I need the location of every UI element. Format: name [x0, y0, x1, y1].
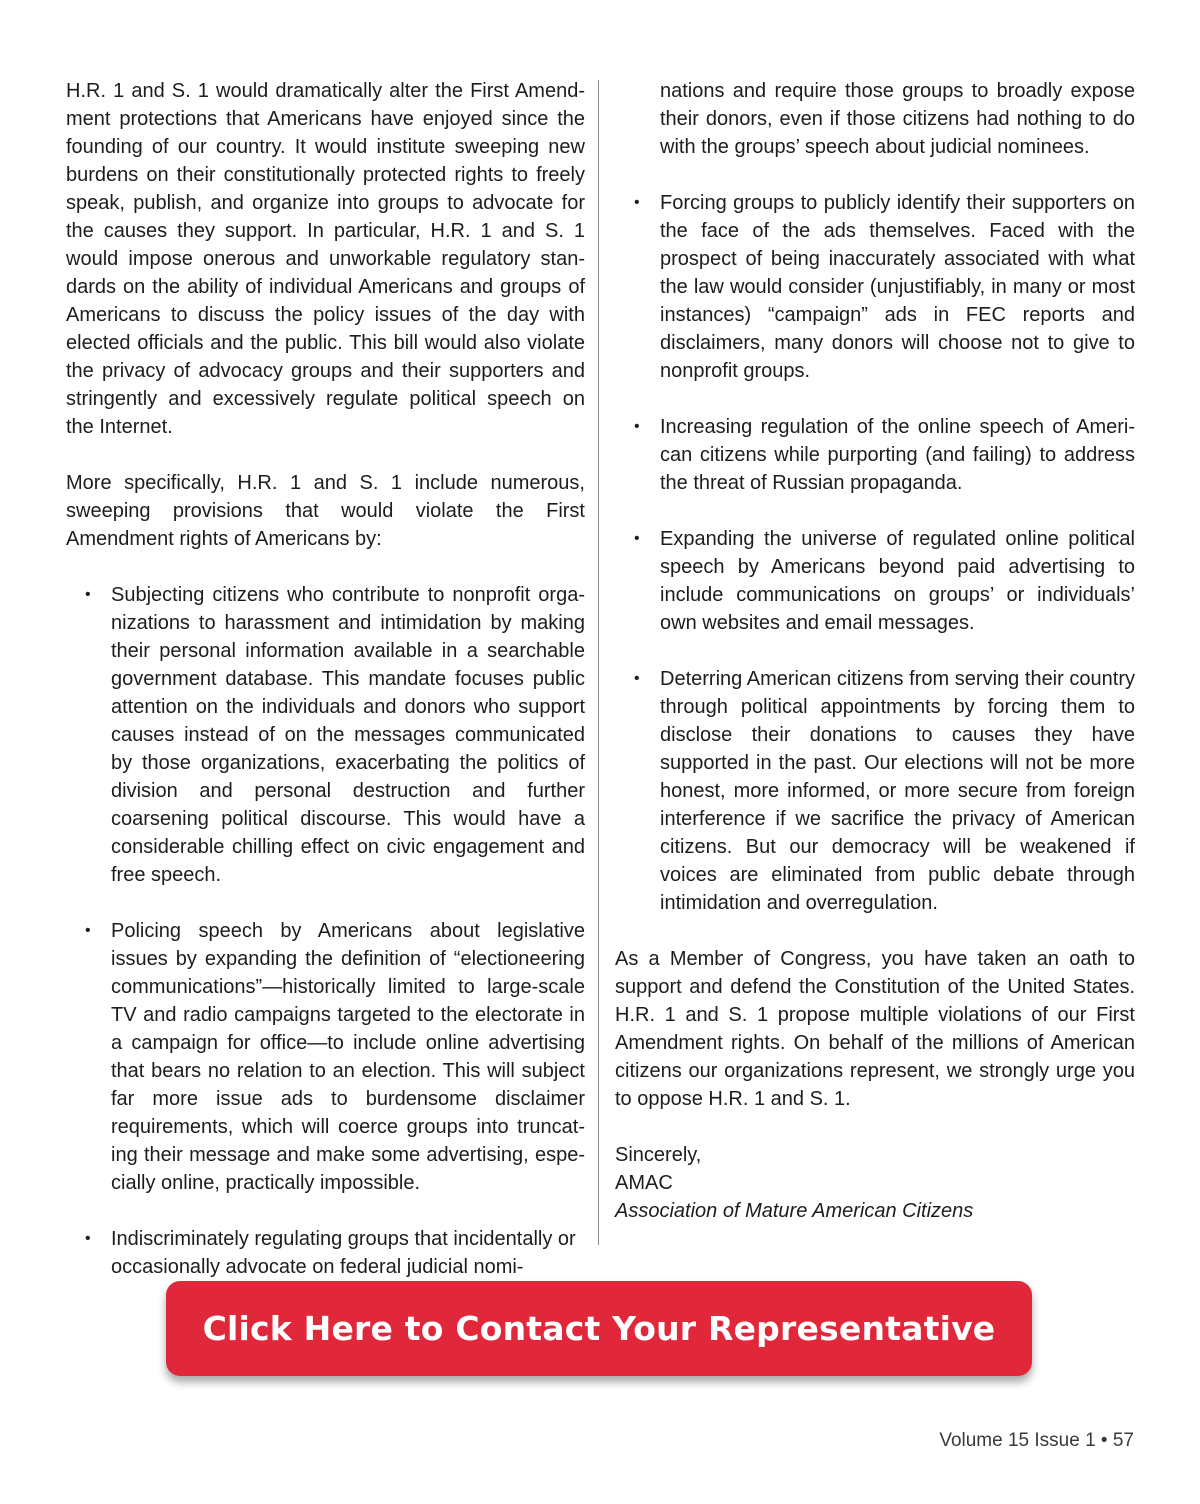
bullet-icon: • [634, 194, 640, 211]
signer-organization: Association of Mature American Citizens [615, 1200, 974, 1222]
bullet-text: Policing speech by Americans about legislative issues by expanding the definition of “electioneering communications”—historically limited to large-scale TV and radio campaigns targeted to the electorate in a campaign for office—to include online advertising that bears no relation to an election. This will subject far more issue ads to burdensome disclaimer requirements, which will coerce groups into truncating their message and make some advertising, especially online, practically impossible. [111, 920, 585, 1194]
list-item [66, 581, 585, 889]
lead-in-paragraph: More specifically, H.R. 1 and S. 1 include numerous, sweeping provisions that would violate the First Amendment rights of Americans by: [66, 472, 585, 550]
contact-representative-label: Click Here to Contact Your Representative [202, 1309, 996, 1348]
list-item [615, 413, 1135, 497]
intro-paragraph: H.R. 1 and S. 1 would dramatically alter the First Amendment protections that Americans have enjoyed since the founding of our country. It would institute sweeping new burdens on their constitutionally protected rights to freely speak, publish, and organize into groups to advocate for the causes they support. In particular, H.R. 1 and S. 1 would impose onerous and unworkable regulatory standards on the ability of individual Americans and groups of Americans to discuss the policy issues of the day with elected officials and the public. This bill would also violate the privacy of advocacy groups and their supporters and stringently and excessively regulate political speech on the Internet. [66, 80, 585, 438]
right-bullet-list [615, 189, 1135, 917]
bullet-text: Deterring American citizens from serving their country through political appointments by forcing them to disclose their donations to causes they have supported in the past. Our elections will not be more honest, more informed, or more secure from foreign interference if we sacrifice the privacy of American citizens. But our democracy will be weakened if voices are eliminated from public debate through intimidation and overregulation. [660, 668, 1135, 914]
list-item [66, 1225, 585, 1281]
bullet-text: Expanding the universe of regulated online political speech by Americans beyond paid advertising to include communications on groups’ or individuals’ own websites and email messages. [660, 528, 1135, 634]
column-divider [598, 80, 599, 1245]
signer-name: AMAC [615, 1172, 673, 1194]
list-item [615, 189, 1135, 385]
bullet-icon: • [634, 670, 640, 687]
bullet-text: Subjecting citizens who contribute to nonprofit organizations to harassment and intimidation by making their personal information available in a searchable government database. This mandate focuses public attention on the individuals and donors who support causes instead of on the messages communicated by those organizations, exacerbating the politics of division and personal destruction and further coarsening political discourse. This would have a considerable chilling effect on civic engagement and free speech. [111, 584, 585, 886]
list-item [66, 917, 585, 1197]
list-item [615, 665, 1135, 917]
left-bullet-list [66, 581, 585, 1281]
contact-representative-button[interactable] [166, 1281, 1032, 1376]
signoff: Sincerely, [615, 1144, 702, 1166]
bullet-icon: • [85, 922, 91, 939]
bullet-continuation: nations and require those groups to broadly expose their donors, even if those citizens had nothing to do with the groups’ speech about judicial nominees. [660, 80, 1135, 158]
page-footer: Volume 15 Issue 1 • 57 [939, 1430, 1134, 1451]
right-column [615, 77, 1135, 1225]
bullet-icon: • [634, 418, 640, 435]
left-column [66, 77, 585, 1281]
closing-paragraph: As a Member of Congress, you have taken an oath to support and defend the Constitution of the United States. H.R. 1 and S. 1 propose multiple violations of our First Amendment rights. On behalf of the millions of American citizens our organizations represent, we strongly urge you to oppose H.R. 1 and S. 1. [615, 948, 1135, 1110]
bullet-icon: • [85, 586, 91, 603]
bullet-text: Indiscriminately regulating groups that incidentally or occasionally advocate on federal judicial nomi- [111, 1228, 576, 1278]
bullet-text: Forcing groups to publicly identify their supporters on the face of the ads themselves. Faced with the prospect of being inaccurately associated with what the law would consider (unjustifiably, in many or most instances) “campaign” ads in FEC reports and disclaimers, many donors will choose not to give to nonprofit groups. [660, 192, 1135, 382]
bullet-icon: • [85, 1230, 91, 1247]
bullet-text: Increasing regulation of the online speech of American citizens while purporting (and failing) to address the threat of Russian propaganda. [660, 416, 1135, 494]
bullet-icon: • [634, 530, 640, 547]
list-item [615, 525, 1135, 637]
